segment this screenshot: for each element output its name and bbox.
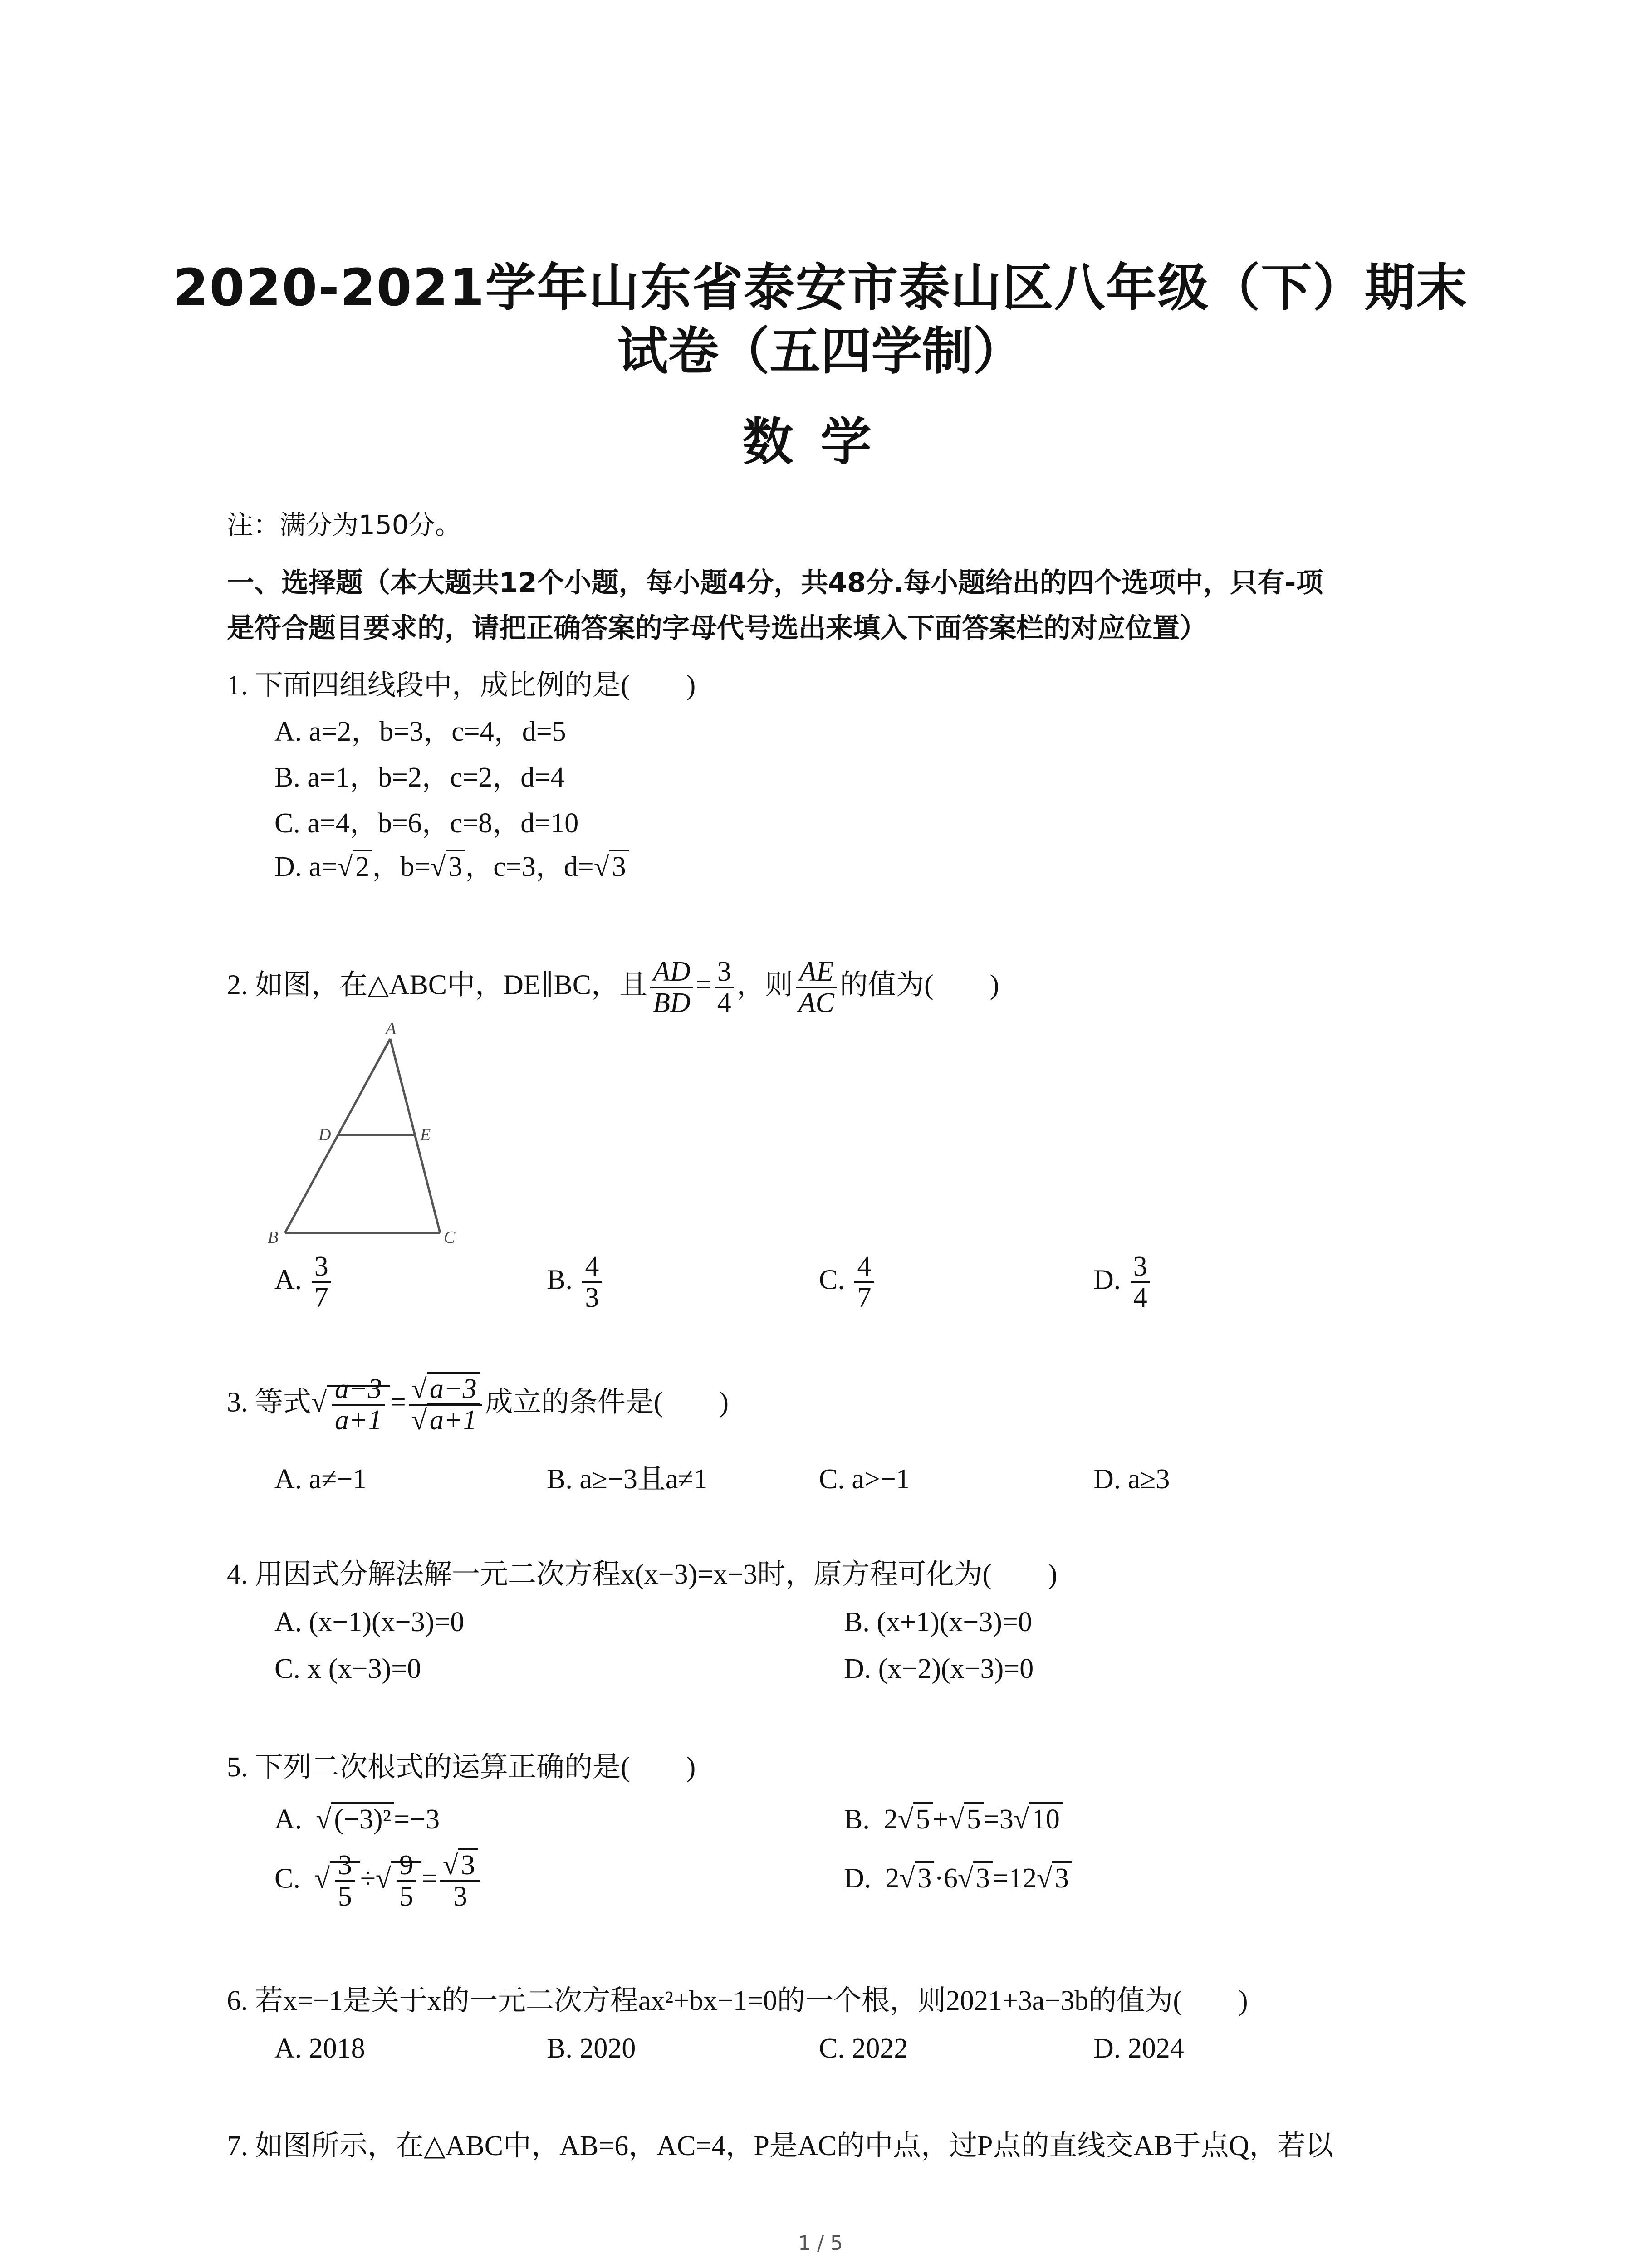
q5-stem: 5. 下列二次根式的运算正确的是( ) bbox=[227, 1752, 696, 1783]
q4-option-c: C. x (x−3)=0 bbox=[274, 1653, 421, 1684]
page-number: 1 / 5 bbox=[798, 2232, 843, 2255]
q2-option-a: A. $\frac{3}{7}$ bbox=[274, 1252, 334, 1313]
section-heading-line-1: 一、选择题（本大题共12个小题，每小题4分，共48分.每小题给出的四个选项中，只有-项 bbox=[227, 567, 1323, 599]
q5-option-c: C. √ $\frac{3}{5}$ ÷√ $\frac{9}{5}$ = $\frac{√3}{3}$ bbox=[274, 1851, 483, 1911]
q3-option-a: A. a≠−1 bbox=[274, 1464, 367, 1495]
q7-stem: 7. 如图所示，在△ABC中，AB=6，AC=4，P是AC的中点，过P点的直线交AB于点Q，若以 bbox=[227, 2131, 1334, 2161]
subject-heading: 数学 bbox=[742, 412, 899, 472]
label-a: A bbox=[386, 1019, 397, 1038]
q6-option-c: C. 2022 bbox=[819, 2033, 908, 2064]
q6-option-b: B. 2020 bbox=[547, 2033, 636, 2064]
section-heading-line-2: 是符合题目要求的，请把正确答案的字母代号选出来填入下面答案栏的对应位置） bbox=[227, 612, 1207, 644]
q2-option-c: C. $\frac{4}{7}$ bbox=[819, 1252, 877, 1313]
q3-option-b: B. a≥−3且a≠1 bbox=[547, 1464, 708, 1495]
q3-stem: 3. 等式√ $\frac{a-3}{a+1}$ = $\frac{√a-3}{√a+1}$ 成立的条件是( ) bbox=[227, 1374, 729, 1435]
q1-option-c: C. a=4，b=6，c=8，d=10 bbox=[274, 808, 579, 839]
q5-option-a: A. √(−3)²=−3 bbox=[274, 1805, 440, 1833]
label-c: C bbox=[444, 1228, 456, 1247]
label-b: B bbox=[268, 1228, 279, 1247]
q6-stem: 6. 若x=−1是关于x的一元二次方程ax²+bx−1=0的一个根，则2021+3a−3b的值为( ) bbox=[227, 1985, 1248, 2016]
label-d: D bbox=[318, 1125, 331, 1144]
q2-option-b: B. $\frac{4}{3}$ bbox=[547, 1252, 604, 1313]
q1-option-d: D. a=√2，b=√3，c=3，d=√3 bbox=[274, 853, 629, 881]
q2-option-d: D. $\frac{3}{4}$ bbox=[1093, 1252, 1153, 1313]
q5-option-d: D. 2√3·6√3=12√3 bbox=[844, 1864, 1072, 1892]
q4-option-d: D. (x−2)(x−3)=0 bbox=[844, 1653, 1034, 1684]
q1-option-a: A. a=2，b=3，c=4，d=5 bbox=[274, 716, 566, 747]
title-line-1: 2020-2021学年山东省泰安市泰山区八年级（下）期末 bbox=[173, 259, 1468, 318]
q2-stem: 2. 如图，在△ABC中，DE∥BC，且 $\frac{AD}{BD}$ = $\frac{3}{4}$ ，则 $\frac{AE}{AC}$ 的值为( ) bbox=[227, 956, 999, 1019]
q4-stem: 4. 用因式分解法解一元二次方程x(x−3)=x−3时，原方程可化为( ) bbox=[227, 1559, 1058, 1590]
q4-option-a: A. (x−1)(x−3)=0 bbox=[274, 1607, 465, 1637]
title-line-2: 试卷（五四学制） bbox=[617, 322, 1024, 381]
triangle-figure bbox=[254, 1016, 472, 1252]
q6-option-d: D. 2024 bbox=[1093, 2033, 1184, 2064]
q4-option-b: B. (x+1)(x−3)=0 bbox=[844, 1607, 1032, 1637]
q1-stem: 1. 下面四组线段中，成比例的是( ) bbox=[227, 670, 696, 701]
q5-option-b: B. 2√5+√5=3√10 bbox=[844, 1805, 1063, 1833]
q1-option-b: B. a=1，b=2，c=2，d=4 bbox=[274, 762, 565, 793]
label-e: E bbox=[420, 1125, 431, 1144]
q6-option-a: A. 2018 bbox=[274, 2033, 365, 2064]
q3-option-d: D. a≥3 bbox=[1093, 1464, 1170, 1495]
q3-option-c: C. a>−1 bbox=[819, 1464, 910, 1495]
score-note: 注：满分为150分。 bbox=[227, 509, 461, 540]
